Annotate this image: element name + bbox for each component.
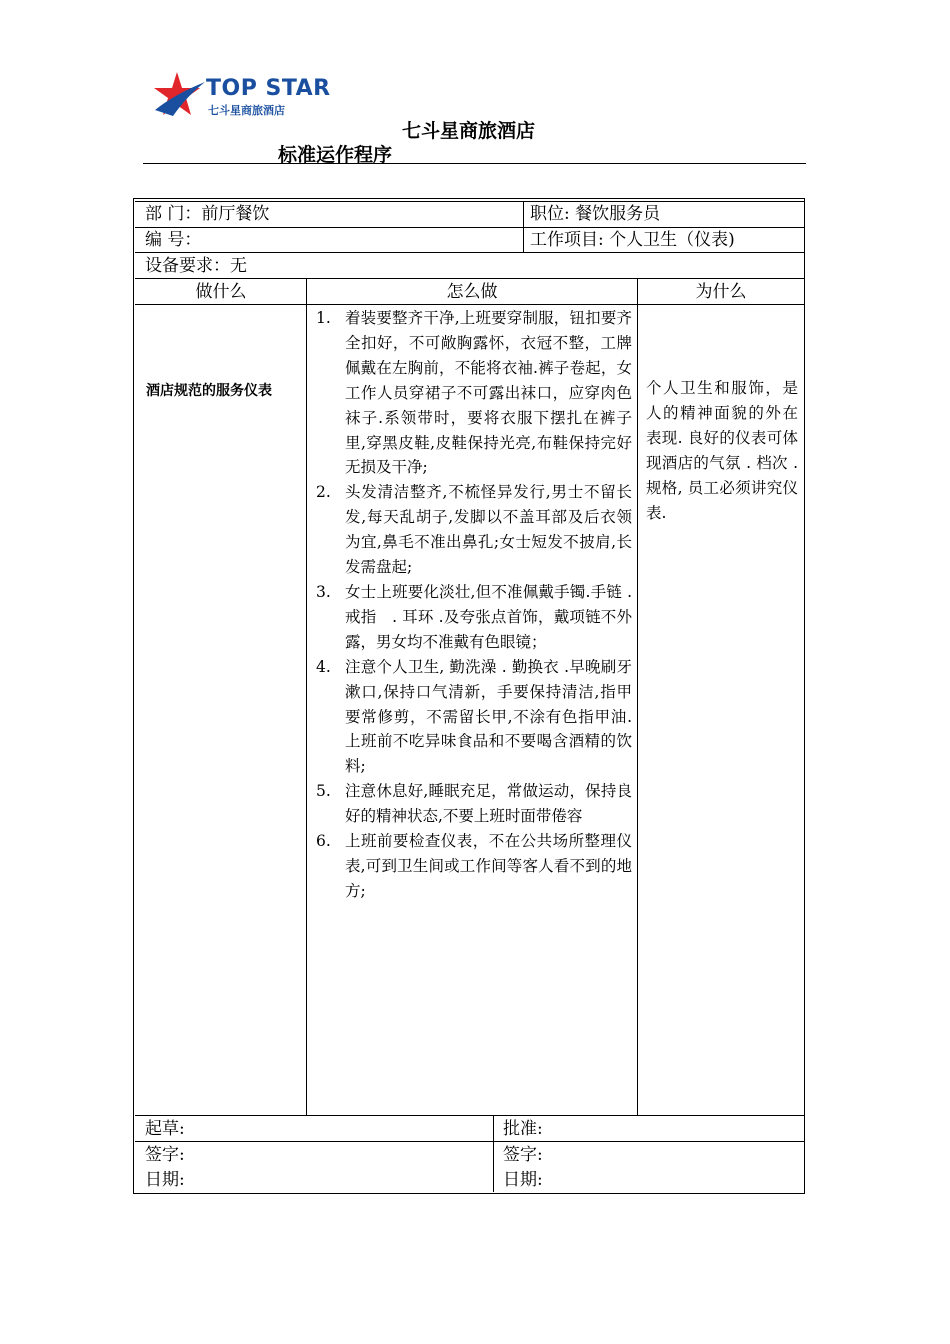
row-line bbox=[135, 304, 804, 305]
document-title: 标准运作程序 bbox=[278, 144, 393, 166]
row-line bbox=[135, 201, 804, 202]
row-line bbox=[135, 1115, 804, 1116]
step-number: 3. bbox=[316, 582, 331, 601]
number-field: 编 号： bbox=[145, 230, 202, 250]
step-text: 头发清洁整齐,不梳怪异发行,男士不留长发,每天乱胡子,发脚以不盖耳部及后衣领为宜,鼻毛不准出鼻孔;女士短发不披肩,长发需盘起; bbox=[345, 483, 632, 577]
sign-field-left: 签字: bbox=[145, 1145, 185, 1165]
column-header-what: 做什么 bbox=[195, 282, 247, 302]
step-text: 注意休息好,睡眠充足，常做运动，保持良好的精神状态,不要上班时面带倦容 bbox=[345, 782, 632, 826]
sign-field-right: 签字: bbox=[503, 1145, 543, 1165]
column-line bbox=[493, 1115, 494, 1192]
column-line bbox=[306, 278, 307, 1115]
list-item bbox=[314, 829, 632, 904]
step-text: 上班前要检查仪表，不在公共场所整理仪表,可到卫生间或工作间等客人看不到的地方; bbox=[345, 832, 632, 900]
step-text: 注意个人卫生, 勤洗澡 . 勤换衣 .早晚刷牙漱口,保持口气清新，手要保持清洁,指甲要常修剪，不需留长甲,不涂有色指甲油.上班前不吃异味食品和不要喝含酒精的饮料; bbox=[345, 657, 632, 776]
row-line bbox=[135, 252, 804, 253]
position-field: 职位: 餐饮服务员 bbox=[530, 204, 661, 224]
date-field-right: 日期: bbox=[503, 1170, 543, 1190]
step-text: 女士上班要化淡壮,但不准佩戴手镯.手链 .戒指 . 耳环 .及夸张点首饰，戴项链不外露，男女均不准戴有色眼镜； bbox=[345, 582, 632, 651]
hotel-name: 七斗星商旅酒店 bbox=[402, 120, 536, 142]
how-steps-list bbox=[314, 306, 632, 904]
step-number: 6. bbox=[316, 832, 331, 851]
header-rule bbox=[143, 163, 806, 164]
step-text: 着装要整齐干净,上班要穿制服，钮扣要齐全扣好，不可敞胸露怀，衣冠不整，工牌佩戴在左胸前，不能将衣袖.裤子卷起，女工作人员穿裙子不可露出袜口，应穿肉色袜子.系领带时，要将衣服下摆扎在裤子里,穿黑皮鞋,皮鞋保持光亮,布鞋保持完好无损及干净; bbox=[345, 309, 632, 477]
row-line bbox=[135, 278, 804, 279]
equipment-field: 设备要求：无 bbox=[145, 256, 247, 276]
list-item bbox=[314, 306, 632, 480]
logo-brand: TOP STAR bbox=[206, 76, 331, 101]
column-header-why: 为什么 bbox=[695, 282, 747, 302]
step-number: 4. bbox=[316, 657, 331, 676]
department-field: 部 门：前厅餐饮 bbox=[145, 204, 270, 224]
step-number: 2. bbox=[316, 483, 331, 502]
work-item-field: 工作项目: 个人卫生（仪表) bbox=[530, 230, 735, 250]
logo-subtitle: 七斗星商旅酒店 bbox=[208, 104, 285, 117]
list-item bbox=[314, 580, 632, 655]
row-line bbox=[135, 1141, 804, 1142]
column-line bbox=[523, 201, 524, 252]
star-icon bbox=[154, 72, 205, 116]
why-text: 个人卫生和服饰，是人的精神面貌的外在表现. 良好的仪表可体现酒店的气氛 . 档次 .规格, 员工必须讲究仪表. bbox=[646, 379, 798, 522]
column-header-how: 怎么做 bbox=[446, 282, 498, 302]
row-line bbox=[135, 227, 804, 228]
list-item bbox=[314, 480, 632, 580]
approve-field: 批准: bbox=[503, 1119, 543, 1139]
step-number: 1. bbox=[316, 309, 331, 327]
column-line bbox=[637, 278, 638, 1115]
draft-field: 起草: bbox=[145, 1119, 185, 1139]
list-item bbox=[314, 655, 632, 780]
date-field-left: 日期: bbox=[145, 1170, 185, 1190]
step-number: 5. bbox=[316, 782, 331, 801]
what-text: 酒店规范的服务仪表 bbox=[146, 383, 272, 399]
list-item bbox=[314, 779, 632, 829]
